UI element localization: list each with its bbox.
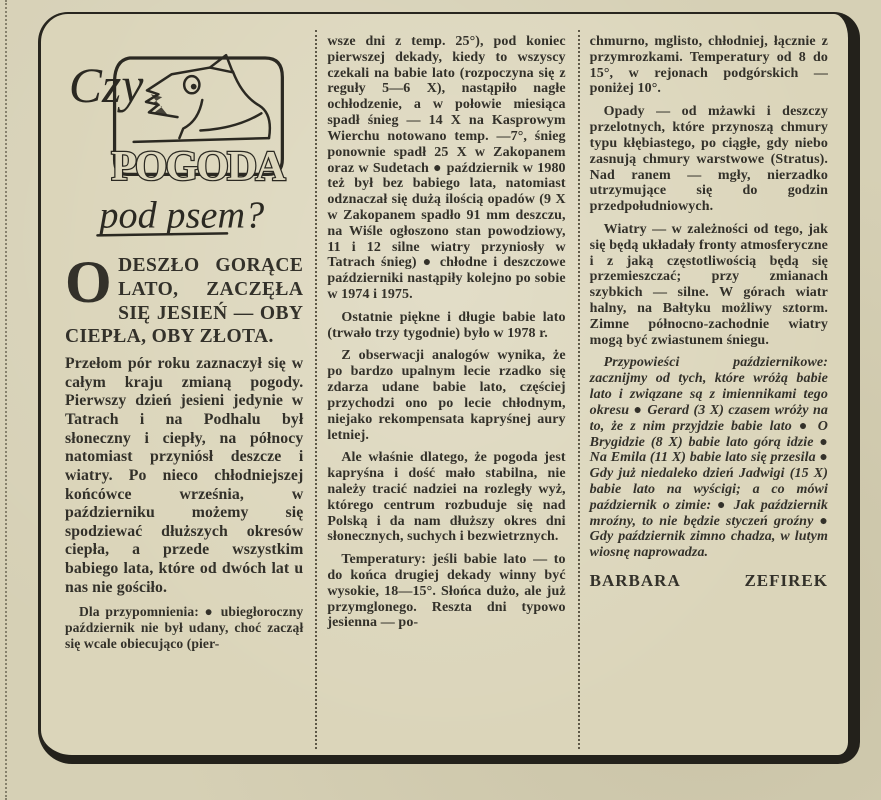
paragraph-text: jeśli babie lato — to do końca drugiej dekady winny być wysokie, 18—15°. Słońca dużo, ale już przymglonego. Reszta dni typowo jesienna — po- bbox=[327, 552, 566, 631]
paragraph bbox=[327, 552, 565, 631]
paragraph: Z obserwacji analogów wynika, że po bardzo upalnym lecie rzadko się zdarza udane babie lato, częściej przychodzi ono po lecie chłodnym, niejako rekompensata kapryśnej aury letniej. bbox=[327, 348, 566, 443]
paragraph: Dla przypomnienia: ● ubiegłoroczny październik nie był udany, choć zaczął się wcale obiecująco (pier- bbox=[65, 604, 304, 651]
dropcap-letter: O bbox=[65, 249, 113, 315]
title-logo bbox=[65, 36, 303, 244]
paragraph-proverbs bbox=[590, 355, 828, 561]
paragraph-lead-in: Temperatury: bbox=[341, 552, 426, 568]
paragraph-text: zacznijmy od tych, które wróżą babie lato i związane są z imiennikami tego okresu ● Gerard (3 X) czasem wróży na to, że z nim przyjdzie babie lato ● O Brygidzie (8 X) babie lato górą idzie ● Na Emila (11 X) babie lato się przesila ● Gdy już niedaleko dzień Jadwigi (15 X) babie lato na wyścigi; a co mówi październik o zimie: ● Jak październik mroźny, to nie będzie styczeń groźny ● Gdy październik zimno chadza, w lutym wiosnę naprowadza. bbox=[589, 371, 828, 561]
logo-word-czy: Czy bbox=[68, 57, 144, 113]
paragraph bbox=[590, 222, 828, 349]
column-2 bbox=[317, 30, 579, 749]
dog-logo-illustration bbox=[65, 36, 303, 244]
paragraph bbox=[590, 104, 828, 215]
paragraph: wsze dni z temp. 25°), pod koniec pierwszej dekady, kiedy to wszyscy czekali na babie lato (rozpoczyna się z reguły 5—6 X), nastąpiło nagłe ochłodzenie, a w połowie miesiąca spadł śnieg — 14 X na Kasprowym Wierchu notowano temp. —7°, śnieg ponownie spadł 25 X w Zakopanem oraz w Sudetach ● październik w 1980 też był bez babiego lata, natomiast odznaczał się dużą ilością opadów (9 X w Zakopanem spadło 91 mm deszczu, na Wiśle ogłoszono stan powodziowy, 11 i 12 silne wiatry przyniosły w Tatrach śnieg) ● chłodne i deszczowe październiki nastąpiły kolejno po sobie w 1974 i 1975. bbox=[327, 34, 566, 302]
logo-word-pogoda: POGODA bbox=[111, 144, 284, 191]
shelf-line bbox=[134, 138, 269, 142]
paragraph: Przełom pór roku zaznaczył się w całym kraju zmianą pogody. Pierwszy dzień jesieni jedynie w Tatrach i na Podhalu był słoneczny i ciepły, na północy natomiast przyniósł deszcze i wiatry. Po nieco chłodniejszej końcówce września, w październiku możemy się spodziewać dłuższych okresów ciepła, a przede wszystkim babiego lata, które od dwóch lat u nas nie gościło. bbox=[65, 355, 304, 596]
column-3 bbox=[580, 30, 840, 749]
scan-perforation-dots bbox=[5, 0, 7, 800]
article-columns bbox=[55, 30, 840, 749]
dog-belly bbox=[200, 113, 261, 130]
dog-back bbox=[233, 71, 270, 138]
byline-author: BARBARA ZEFIREK bbox=[589, 571, 828, 590]
paragraph-lead-in: Przypowieści październikowe: bbox=[603, 355, 828, 371]
paragraph-text: — w zależności od tego, jak się będą układały fronty atmosferyczne i z jaką częstotliwością będą się przemieszczać; przy zmianach szybkich — silne. W górach wiatr halny, na Bałtyku możliwy sztorm. Zimne północno-zachodnie wiatry mogą być zwiastunem śniegu. bbox=[589, 221, 828, 348]
paragraph: chmurno, mglisto, chłodniej, łącznie z przymrozkami. Temperatury od 8 do 15°, w rejonach podgórskich — poniżej 10°. bbox=[589, 34, 828, 97]
dog-front-leg bbox=[179, 100, 202, 138]
column-1 bbox=[55, 30, 317, 749]
dog-pupil bbox=[191, 84, 197, 90]
paragraph-lead-in: Wiatry bbox=[603, 221, 647, 237]
paragraph-lead-in: Opady bbox=[603, 104, 645, 120]
lead-caps-text: DESZŁO GORĄCE LATO, ZACZĘŁA SIĘ JESIEŃ — OBY CIEPŁA, OBY ZŁOTA. bbox=[65, 255, 304, 348]
logo-word-pod-psem: pod psem? bbox=[99, 194, 265, 237]
lead-paragraph bbox=[65, 249, 304, 349]
article-frame bbox=[38, 12, 860, 764]
paragraph: Ostatnie piękne i długie babie lato (trwało trzy tygodnie) było w 1978 r. bbox=[327, 309, 566, 341]
paragraph-text: — od mżawki i deszczy przelotnych, które przynoszą chmury typu kłębiastego, po ciągłe, gdy niebo zasnują chmury warstwowe (Stratus). Nad ranem — mgły, nierzadko utrzymujące się do godzin przedpołudniowych. bbox=[589, 104, 828, 215]
paragraph: Ale właśnie dlatego, że pogoda jest kapryśna i dość mało stabilna, nie należy tracić nadziei na rozległy wyż, którego centrum rozbuduje się nad Polską i da nam dłuższy okres dni słonecznych, suchych i bezwietrznych. bbox=[327, 450, 566, 545]
